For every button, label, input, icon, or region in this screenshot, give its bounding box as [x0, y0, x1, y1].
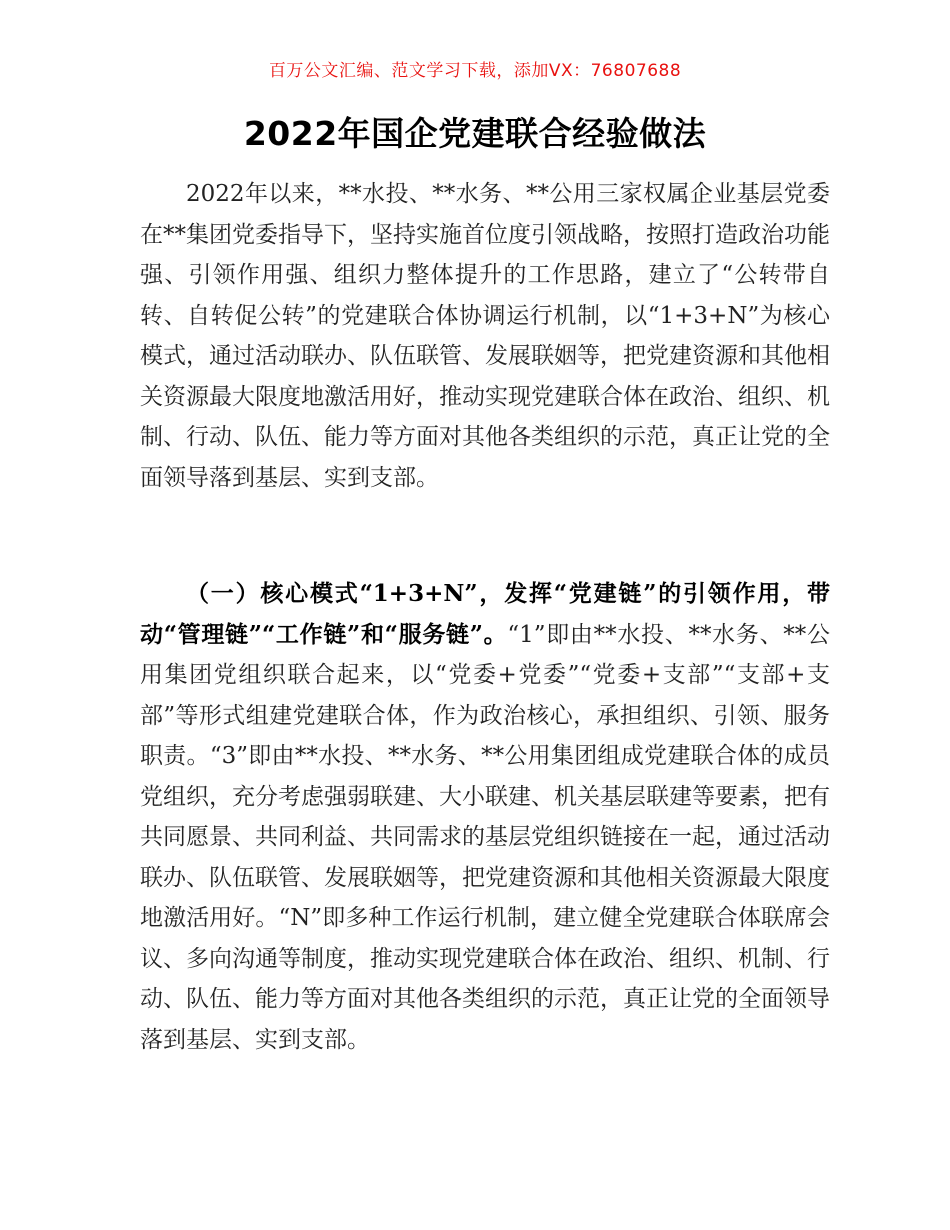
section-1-text: “1”即由**水投、**水务、**公用集团党组织联合起来，以“党委+党委”“党委+支部”“支部+支部”等形式组建党建联合体，作为政治核心，承担组织、引领、服务职责。“3”即由**水投、**水务、**公用集团组成党建联合体的成员党组织，充分考虑强弱联建、大小联建、机关基层联建等要素，把有共同愿景、共同利益、共同需求的基层党组织链接在一起，通过活动联办、队伍联管、发展联姻等，把党建资源和其他相关资源最大限度地激活用好。“N”即多种工作运行机制，建立健全党建联合体联席会议、多向沟通等制度，推动实现党建联合体在政治、组织、机制、行动、队伍、能力等方面对其他各类组织的示范，真正让党的全面领导落到基层、实到支部。 — [140, 621, 830, 1053]
promo-banner: 百万公文汇编、范文学习下载，添加VX：76807688 — [268, 61, 682, 81]
section-1-heading: （一）核心模式“1+3+N”，发挥“党建链”的引领作用，带动“管理链”“工作链”和“服务链”。 — [140, 580, 830, 648]
paragraph-intro — [140, 174, 830, 498]
document-title: 2022年国企党建联合经验做法 — [243, 114, 707, 153]
paragraph-intro-text: 2022年以来，**水投、**水务、**公用三家权属企业基层党委在**集团党委指导下，坚持实施首位度引领战略，按照打造政治功能强、引领作用强、组织力整体提升的工作思路，建立了“公转带自转、自转促公转”的党建联合体协调运行机制，以“1+3+N”为核心模式，通过活动联办、队伍联管、发展联姻等，把党建资源和其他相关资源最大限度地激活用好，推动实现党建联合体在政治、组织、机制、行动、队伍、能力等方面对其他各类组织的示范，真正让党的全面领导落到基层、实到支部。 — [140, 181, 830, 491]
paragraph-section-1 — [140, 574, 830, 1060]
